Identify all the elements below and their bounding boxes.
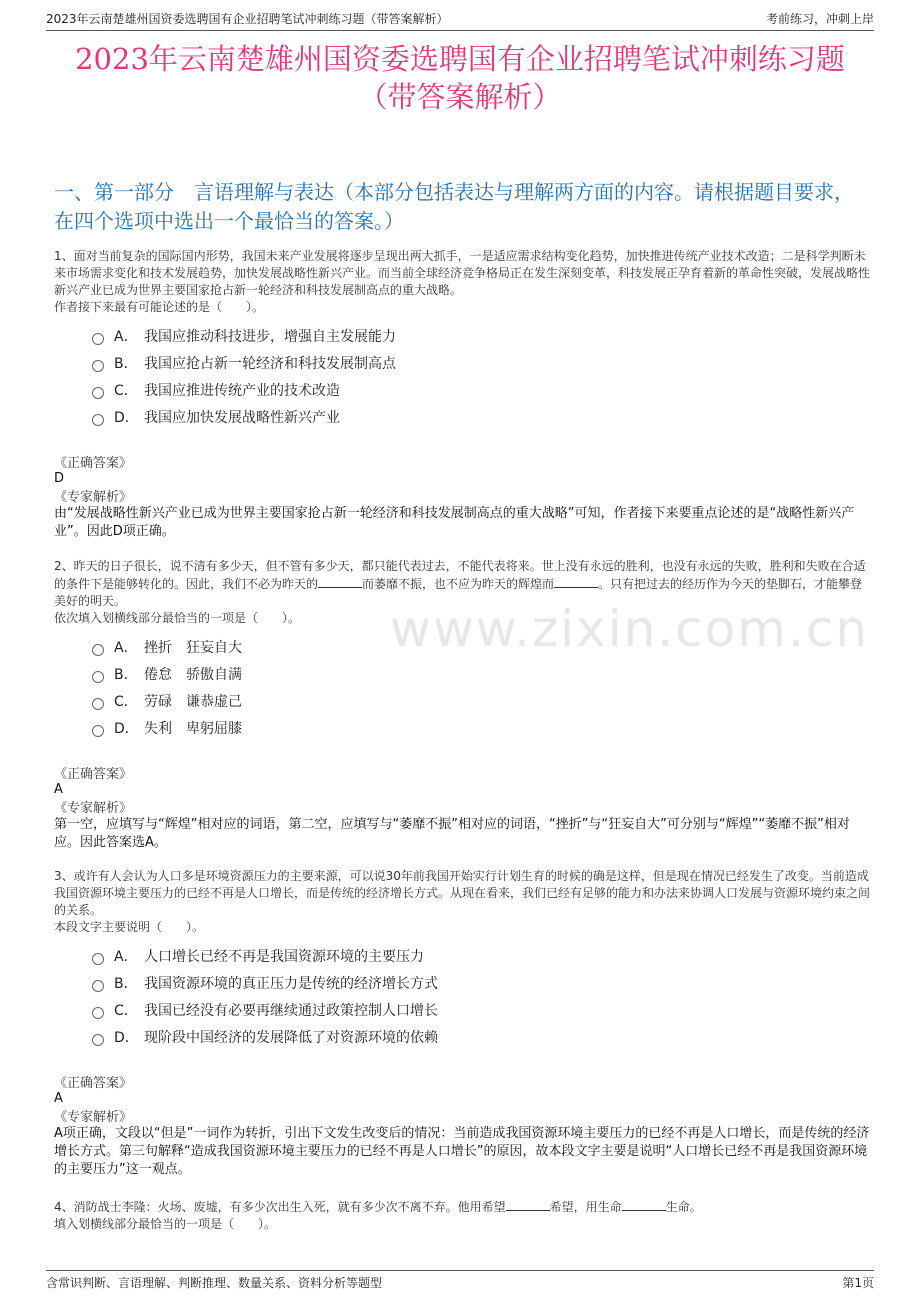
analysis-text: A项正确，文段以“但是”一词作为转折，引出下文发生改变后的情况：当前造成我国资源环境主要压力的已经不再是人口增长，而是传统的经济增长方式。第三句解释“造成我国资源环境主要压力的已经不再是人口增长”的原因，故本段文字主要是说明“人口增长已经不再是我国资源环境的主要压力”这一观点。 xyxy=(54,1126,870,1177)
title-line-1: 2023年云南楚雄州国资委选聘国有企业招聘笔试冲刺练习题 xyxy=(75,42,845,76)
fill-blank xyxy=(318,575,362,588)
analysis-text: 第一空，应填写与“辉煌”相对应的词语，第二空，应填写与“萎靡不振”相对应的词语，“挫折”与“狂妄自大”可分别与“辉煌”“萎靡不振”相对应。因此答案选A。 xyxy=(54,817,850,850)
option-text: 劳碌 谦恭虚己 xyxy=(144,693,242,710)
option-text: 挫折 狂妄自大 xyxy=(144,639,242,656)
radio-icon[interactable] xyxy=(92,671,104,683)
analysis-label: 《专家解析》 xyxy=(54,801,133,816)
option-a[interactable]: A． 人口增长已经不再是我国资源环境的主要压力 xyxy=(92,942,870,969)
question-2 xyxy=(54,558,870,852)
radio-icon[interactable] xyxy=(92,980,104,992)
option-d[interactable]: D． 失利 卑躬屈膝 xyxy=(92,714,870,741)
fill-blank xyxy=(622,1198,666,1211)
option-b[interactable]: B． 倦怠 骄傲自满 xyxy=(92,660,870,687)
option-b[interactable]: B． 我国应抢占新一轮经济和科技发展制高点 xyxy=(92,349,870,376)
option-text: 现阶段中国经济的发展降低了对资源环境的依赖 xyxy=(144,1029,438,1046)
option-d[interactable]: D． 我国应加快发展战略性新兴产业 xyxy=(92,403,870,430)
question-text: 2、昨天的日子很长，说不清有多少天，但不管有多少天，都只能代表过去，不能代表将来。世上没有永远的胜利，也没有永远的失败，胜利和失败在合适的条件下是能够转化的。因此，我们不必为昨天的 而萎靡不振，也不应为昨天的辉煌而 。只有把过去的经历作为今天的垫脚石，才能攀登美好的明天。 xyxy=(54,559,866,608)
analysis-text: 由“发展战略性新兴产业已成为世界主要国家抢占新一轮经济和科技发展制高点的重大战略”可知，作者接下来要重点论述的是“战略性新兴产业”。因此D项正确。 xyxy=(54,506,855,539)
option-c[interactable]: C． 我国已经没有必要再继续通过政策控制人口增长 xyxy=(92,996,870,1023)
page-footer xyxy=(46,1270,874,1291)
answer-value: D xyxy=(54,471,65,486)
option-text: 我国应加快发展战略性新兴产业 xyxy=(144,409,340,426)
radio-icon[interactable] xyxy=(92,414,104,426)
question-prompt: 填入划横线部分最恰当的一项是（ ）。 xyxy=(54,1217,277,1231)
question-4 xyxy=(54,1198,870,1233)
footer-topics: 含常识判断、言语理解、判断推理、数量关系、资料分析等题型 xyxy=(46,1276,383,1290)
option-text: 我国应抢占新一轮经济和科技发展制高点 xyxy=(144,355,396,372)
question-1 xyxy=(54,248,870,541)
question-text: 1、面对当前复杂的国际国内形势，我国未来产业发展将逐步呈现出两大抓手，一是适应需求结构变化趋势，加快推进传统产业技术改造；二是科学判断未来市场需求变化和技术发展趋势，加快发展战略性新兴产业。而当前全球经济竞争格局正在发生深刻变革，科技发展正孕育着新的革命性突破，发展战略性新兴产业已成为世界主要国家抢占新一轮经济和科技发展制高点的重大战略。 xyxy=(54,249,871,297)
option-text: 我国资源环境的真正压力是传统的经济增长方式 xyxy=(144,975,438,992)
radio-icon[interactable] xyxy=(92,333,104,345)
option-text: 我国已经没有必要再继续通过政策控制人口增长 xyxy=(144,1002,438,1019)
option-text: 人口增长已经不再是我国资源环境的主要压力 xyxy=(144,948,424,965)
radio-icon[interactable] xyxy=(92,1007,104,1019)
radio-icon[interactable] xyxy=(92,953,104,965)
radio-icon[interactable] xyxy=(92,1034,104,1046)
answer-value: A xyxy=(54,1091,63,1106)
question-prompt: 依次填入划横线部分最恰当的一项是（ ）。 xyxy=(54,611,301,625)
options-list xyxy=(92,322,870,430)
answer-label: 《正确答案》 xyxy=(54,1076,133,1091)
option-text: 倦怠 骄傲自满 xyxy=(144,666,242,683)
question-3 xyxy=(54,868,870,1179)
question-prompt: 作者接下来最有可能论述的是（ ）。 xyxy=(54,300,265,314)
page-number: 第1页 xyxy=(842,1276,874,1290)
option-c[interactable]: C． 劳碌 谦恭虚己 xyxy=(92,687,870,714)
analysis-label: 《专家解析》 xyxy=(54,1110,133,1125)
question-text: 4、消防战士李隆：火场、废墟，有多少次出生入死，就有多少次不离不弃。他用希望 希望，用生命 生命。 xyxy=(54,1200,702,1214)
watermark: www.zixin.com.cn xyxy=(390,600,870,658)
header-doc-title: 2023年云南楚雄州国资委选聘国有企业招聘笔试冲刺练习题（带答案解析） xyxy=(46,12,449,26)
radio-icon[interactable] xyxy=(92,387,104,399)
option-text: 失利 卑躬屈膝 xyxy=(144,720,242,737)
document-title xyxy=(40,40,880,116)
option-b[interactable]: B． 我国资源环境的真正压力是传统的经济增长方式 xyxy=(92,969,870,996)
option-d[interactable]: D． 现阶段中国经济的发展降低了对资源环境的依赖 xyxy=(92,1023,870,1050)
radio-icon[interactable] xyxy=(92,698,104,710)
option-text: 我国应推动科技进步，增强自主发展能力 xyxy=(144,328,396,345)
options-list xyxy=(92,633,870,741)
answer-value: A xyxy=(54,782,63,797)
page-header xyxy=(46,10,874,31)
option-c[interactable]: C． 我国应推进传统产业的技术改造 xyxy=(92,376,870,403)
fill-blank xyxy=(506,1198,550,1211)
fill-blank xyxy=(554,575,598,588)
section-heading: 一、第一部分 言语理解与表达（本部分包括表达与理解两方面的内容。请根据题目要求，在四个选项中选出一个最恰当的答案。） xyxy=(54,180,854,233)
option-text: 我国应推进传统产业的技术改造 xyxy=(144,382,340,399)
options-list xyxy=(92,942,870,1050)
question-prompt: 本段文字主要说明（ ）。 xyxy=(54,920,205,934)
answer-label: 《正确答案》 xyxy=(54,767,133,782)
option-a[interactable]: A． 挫折 狂妄自大 xyxy=(92,633,870,660)
radio-icon[interactable] xyxy=(92,725,104,737)
answer-label: 《正确答案》 xyxy=(54,456,133,471)
radio-icon[interactable] xyxy=(92,644,104,656)
header-slogan: 考前练习，冲刺上岸 xyxy=(765,12,874,26)
question-text: 3、或许有人会认为人口多是环境资源压力的主要来源，可以说30年前我国开始实行计划生育的时候的确是这样，但是现在情况已经发生了改变。当前造成我国资源环境主要压力的已经不再是人口增长，而是传统的经济增长方式。从现在看来，我们已经有足够的能力和办法来协调人口发展与资源环境约束之间的关系。 xyxy=(54,869,871,917)
title-line-2: （带答案解析） xyxy=(358,80,562,114)
option-a[interactable]: A． 我国应推动科技进步，增强自主发展能力 xyxy=(92,322,870,349)
analysis-label: 《专家解析》 xyxy=(54,490,133,505)
radio-icon[interactable] xyxy=(92,360,104,372)
